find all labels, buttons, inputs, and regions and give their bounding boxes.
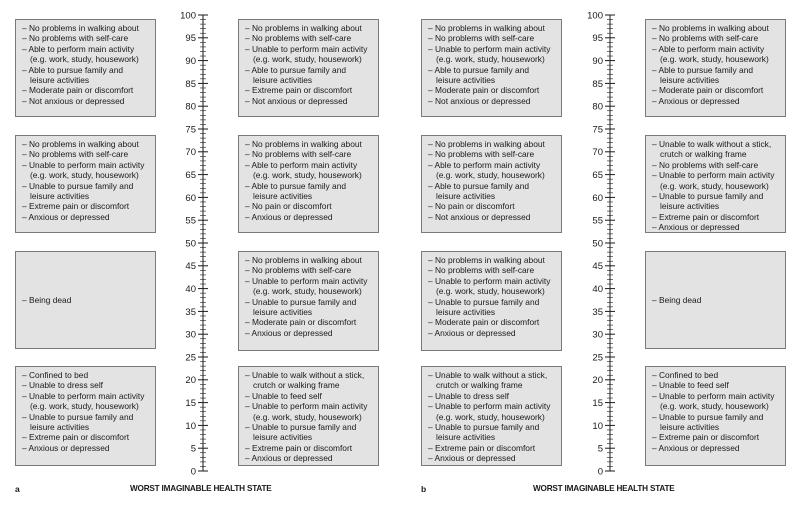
state-item-continuation: crutch or walking frame (253, 380, 340, 391)
state-item-continuation: leisure activities (30, 422, 90, 433)
state-item: – Not anxious or depressed (428, 95, 531, 106)
scale-tick-label: 55 (185, 215, 196, 227)
state-item-list (22, 139, 152, 222)
health-state-box (645, 366, 786, 466)
state-item: – Extreme pain or discomfort (652, 432, 760, 443)
health-state-box (421, 135, 562, 233)
scale-tick-label: 70 (185, 147, 196, 159)
state-item-continuation: leisure activities (436, 75, 496, 86)
state-item-list (428, 23, 558, 106)
state-item: – Able to pursue family and (428, 180, 530, 191)
state-item: – Unable to perform main activity (428, 43, 551, 54)
health-state-box (15, 251, 156, 349)
scale-tick-label: 95 (592, 33, 603, 45)
health-state-box (421, 366, 562, 466)
panel-label: a (15, 484, 20, 494)
scale-tick-label: 85 (592, 78, 603, 90)
state-item: – Unable to perform main activity (245, 43, 368, 54)
state-item: – No pain or discomfort (428, 201, 515, 212)
state-item: – Anxious or depressed (428, 453, 516, 464)
state-item-continuation: (e.g. work, study, housework) (660, 180, 769, 191)
health-state-box (238, 19, 379, 117)
state-item: – Able to pursue family and (652, 64, 754, 75)
state-item-continuation: leisure activities (660, 75, 720, 86)
scale-tick-label: 40 (592, 284, 603, 295)
state-item-list (652, 23, 782, 106)
state-item: – No problems with self-care (428, 149, 535, 160)
state-item: – No problems with self-care (245, 149, 352, 160)
state-item: – Able to pursue family and (245, 64, 347, 75)
state-item: – No problems in walking about (22, 139, 139, 149)
state-item: – Unable to feed self (652, 380, 729, 391)
scale-tick-label: 80 (592, 101, 603, 113)
state-item-continuation: leisure activities (30, 191, 90, 202)
state-item-list (428, 255, 558, 338)
state-item-continuation: leisure activities (253, 432, 313, 443)
state-item-continuation: (e.g. work, study, housework) (253, 286, 362, 297)
scale-tick-label: 15 (185, 398, 196, 409)
scale-tick-label: 25 (185, 352, 196, 364)
scale-tick-label: 60 (185, 192, 196, 204)
vas-scale-svg (180, 0, 210, 480)
scale-tick-label: 70 (592, 147, 603, 159)
scale-tick-label: 0 (190, 466, 196, 478)
state-item: – Extreme pain or discomfort (22, 201, 130, 212)
state-item: – No problems with self-care (22, 149, 129, 160)
scale-tick-label: 75 (185, 124, 196, 136)
scale-tick-label: 95 (185, 33, 196, 45)
state-item: – Extreme pain or discomfort (428, 442, 536, 453)
scale-tick-label: 50 (185, 238, 196, 250)
scale-tick-label: 5 (190, 443, 196, 455)
scale-tick-label: 30 (592, 329, 603, 341)
scale-tick-label: 50 (592, 238, 603, 250)
state-item: – No problems in walking about (245, 23, 362, 33)
state-item: – Unable to walk without a stick, (428, 370, 548, 380)
state-item-continuation: leisure activities (660, 201, 720, 212)
state-item: – No problems in walking about (428, 255, 545, 265)
state-item: – Moderate pain or discomfort (428, 85, 540, 96)
health-state-box (15, 135, 156, 233)
scale-tick-label: 15 (592, 398, 603, 409)
health-state-box (645, 251, 786, 349)
state-item-continuation: leisure activities (253, 75, 313, 86)
state-item: – Moderate pain or discomfort (22, 85, 134, 96)
state-item-continuation: (e.g. work, study, housework) (436, 286, 545, 297)
state-item: – No problems with self-care (652, 159, 759, 170)
state-item: – Unable to pursue family and (652, 411, 764, 422)
state-item: – Anxious or depressed (652, 442, 740, 453)
state-item-continuation: (e.g. work, study, housework) (30, 54, 139, 65)
state-item: – No problems with self-care (652, 33, 759, 44)
state-item-list (652, 370, 782, 453)
state-item: – Unable to walk without a stick, (245, 370, 365, 380)
state-item: – Unable to pursue family and (428, 296, 540, 307)
state-item: – Confined to bed (22, 370, 89, 380)
vas-scale (587, 0, 617, 480)
state-item-list (22, 295, 71, 305)
state-item-continuation: (e.g. work, study, housework) (436, 411, 545, 422)
state-item: – Anxious or depressed (22, 442, 110, 453)
scale-tick-label: 45 (185, 261, 196, 273)
scale-bottom-label: WORST IMAGINABLE HEALTH STATE (533, 484, 675, 493)
scale-tick-label: 90 (185, 56, 196, 67)
state-item-list (245, 370, 375, 464)
state-item: – Anxious or depressed (428, 327, 516, 338)
state-item-continuation: (e.g. work, study, housework) (30, 170, 139, 181)
vas-scale-svg (587, 0, 617, 480)
state-item-list (22, 370, 152, 453)
state-item: – Unable to pursue family and (245, 422, 357, 433)
state-item: – No problems with self-care (428, 33, 535, 44)
state-item-continuation: (e.g. work, study, housework) (253, 54, 362, 65)
scale-tick-label: 10 (592, 420, 603, 432)
state-item: – No problems with self-care (428, 265, 535, 276)
state-item: – Anxious or depressed (245, 453, 333, 464)
state-item-continuation: crutch or walking frame (660, 149, 747, 160)
state-item: – Moderate pain or discomfort (245, 317, 357, 328)
state-item: – Not anxious or depressed (22, 95, 125, 106)
state-item-continuation: (e.g. work, study, housework) (660, 54, 769, 65)
state-item-list (428, 370, 558, 464)
health-state-box (238, 366, 379, 466)
state-item-list (22, 23, 152, 106)
state-item: – No problems with self-care (22, 33, 129, 44)
state-item: – Extreme pain or discomfort (22, 432, 130, 443)
scale-tick-label: 20 (592, 375, 603, 387)
state-item: – Able to perform main activity (428, 159, 541, 170)
state-item: – No problems in walking about (22, 23, 139, 33)
state-item: – Moderate pain or discomfort (652, 85, 764, 96)
state-item-list (245, 255, 375, 338)
vas-scale (180, 0, 210, 480)
scale-tick-label: 85 (185, 78, 196, 90)
panel-label: b (421, 484, 427, 494)
state-item-continuation: leisure activities (436, 432, 496, 443)
scale-tick-label: 0 (597, 466, 603, 478)
state-item: – Able to perform main activity (22, 43, 135, 54)
state-item: – Unable to pursue family and (652, 191, 764, 202)
state-item: – Able to perform main activity (652, 43, 765, 54)
state-item: – Unable to perform main activity (652, 390, 775, 401)
state-item: – Unable to perform main activity (22, 390, 145, 401)
scale-tick-label: 45 (592, 261, 603, 273)
state-item: – Anxious or depressed (245, 327, 333, 338)
health-state-box (645, 19, 786, 117)
scale-tick-label: 90 (592, 56, 603, 67)
state-item-list (652, 139, 782, 233)
scale-tick-label: 100 (180, 10, 196, 22)
state-item-continuation: leisure activities (253, 307, 313, 318)
state-item: – Able to pursue family and (428, 64, 530, 75)
state-item-list (245, 23, 375, 106)
state-item: – Unable to perform main activity (245, 401, 368, 412)
state-item: – Unable to pursue family and (22, 411, 134, 422)
state-item-continuation: (e.g. work, study, housework) (253, 170, 362, 181)
health-state-box (238, 135, 379, 233)
state-item-continuation: leisure activities (660, 422, 720, 433)
state-item: – No problems in walking about (652, 23, 769, 33)
state-item: – Unable to feed self (245, 390, 322, 401)
scale-tick-label: 55 (592, 215, 603, 227)
state-item-continuation: leisure activities (436, 191, 496, 202)
state-item: – Unable to perform main activity (22, 159, 145, 170)
state-item-continuation: leisure activities (253, 191, 313, 202)
scale-bottom-label: WORST IMAGINABLE HEALTH STATE (130, 484, 272, 493)
state-item: – Able to perform main activity (245, 159, 358, 170)
state-item: – Anxious or depressed (652, 222, 740, 233)
state-item: – Unable to dress self (22, 380, 104, 391)
state-item: – Unable to pursue family and (22, 180, 134, 191)
scale-tick-label: 20 (185, 375, 196, 387)
health-state-box (15, 366, 156, 466)
scale-tick-label: 10 (185, 420, 196, 432)
state-item: – No problems in walking about (245, 139, 362, 149)
state-item: – Unable to perform main activity (652, 170, 775, 181)
scale-tick-label: 40 (185, 284, 196, 295)
state-item: – Moderate pain or discomfort (428, 317, 540, 328)
state-item: – Unable to pursue family and (428, 422, 540, 433)
state-item: – Unable to perform main activity (245, 275, 368, 286)
scale-tick-label: 65 (185, 170, 196, 181)
state-item-continuation: (e.g. work, study, housework) (253, 411, 362, 422)
state-item: – Able to pursue family and (22, 64, 124, 75)
scale-tick-label: 65 (592, 170, 603, 181)
scale-tick-label: 60 (592, 192, 603, 204)
state-item: – No problems in walking about (428, 23, 545, 33)
state-item: – Able to pursue family and (245, 180, 347, 191)
state-item: – No problems with self-care (245, 33, 352, 44)
state-item: – Extreme pain or discomfort (245, 85, 353, 96)
state-item: – Being dead (22, 295, 72, 306)
scale-tick-label: 35 (592, 306, 603, 318)
scale-tick-label: 25 (592, 352, 603, 364)
health-state-box (15, 19, 156, 117)
state-item-continuation: leisure activities (30, 75, 90, 86)
state-item: – No problems in walking about (245, 255, 362, 265)
state-item-continuation: (e.g. work, study, housework) (436, 170, 545, 181)
state-item-list (652, 295, 701, 305)
state-item: – Unable to dress self (428, 390, 510, 401)
scale-tick-label: 35 (185, 306, 196, 318)
scale-tick-label: 30 (185, 329, 196, 341)
health-state-box (421, 251, 562, 351)
state-item: – Not anxious or depressed (245, 95, 348, 106)
state-item-list (245, 139, 375, 222)
state-item-continuation: (e.g. work, study, housework) (30, 401, 139, 412)
state-item-continuation: crutch or walking frame (436, 380, 523, 391)
health-state-box (238, 251, 379, 351)
state-item-continuation: (e.g. work, study, housework) (436, 54, 545, 65)
state-item: – Not anxious or depressed (428, 211, 531, 222)
scale-tick-label: 80 (185, 101, 196, 113)
scale-tick-label: 75 (592, 124, 603, 136)
state-item: – No problems with self-care (245, 265, 352, 276)
state-item: – No pain or discomfort (245, 201, 332, 212)
state-item: – Being dead (652, 295, 702, 306)
health-state-box (645, 135, 786, 233)
state-item: – No problems in walking about (428, 139, 545, 149)
state-item: – Extreme pain or discomfort (652, 211, 760, 222)
state-item-list (428, 139, 558, 222)
state-item: – Unable to perform main activity (428, 401, 551, 412)
scale-tick-label: 100 (587, 10, 603, 22)
state-item: – Anxious or depressed (22, 211, 110, 222)
scale-tick-label: 5 (597, 443, 603, 455)
state-item-continuation: leisure activities (436, 307, 496, 318)
state-item: – Confined to bed (652, 370, 719, 380)
state-item-continuation: (e.g. work, study, housework) (660, 401, 769, 412)
state-item: – Anxious or depressed (652, 95, 740, 106)
state-item: – Unable to pursue family and (245, 296, 357, 307)
state-item: – Unable to perform main activity (428, 275, 551, 286)
state-item: – Unable to walk without a stick, (652, 139, 772, 149)
state-item: – Anxious or depressed (245, 211, 333, 222)
health-state-box (421, 19, 562, 117)
state-item: – Extreme pain or discomfort (245, 442, 353, 453)
